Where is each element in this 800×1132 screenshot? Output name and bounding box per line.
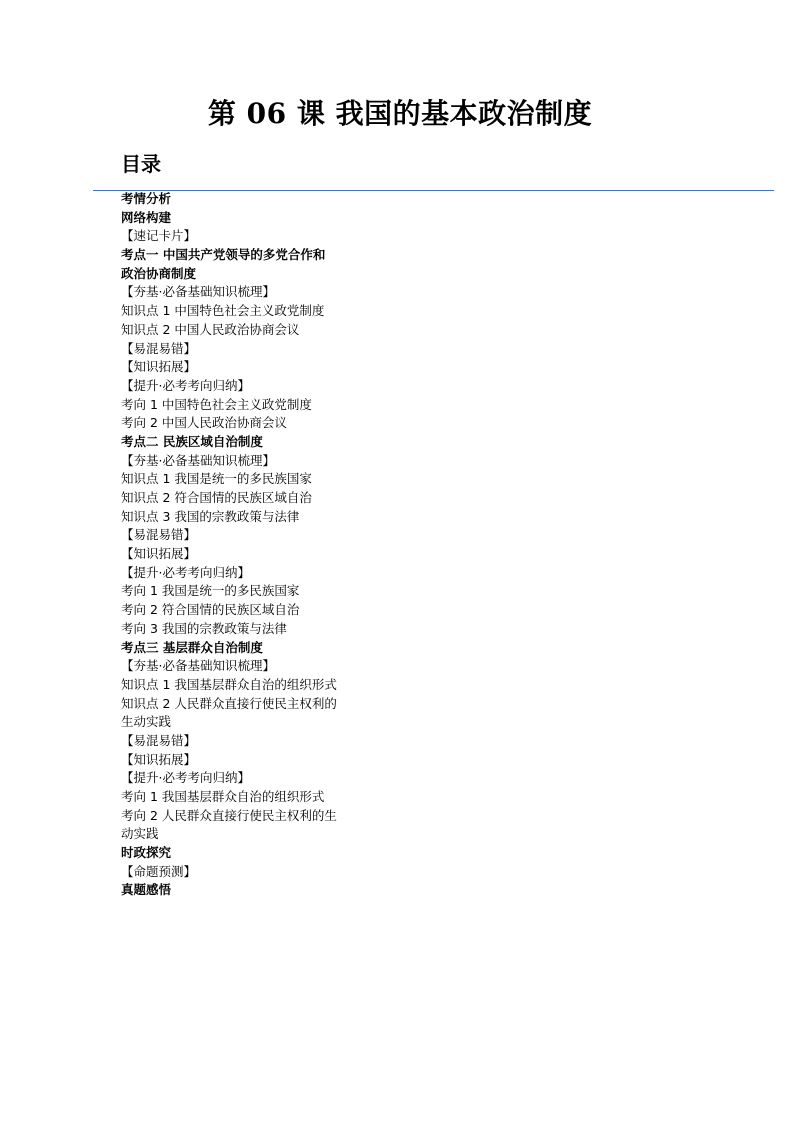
toc-heading: 目录: [121, 152, 161, 176]
toc-entry[interactable]: 【夯基·必备基础知识梳理】: [121, 284, 275, 300]
toc-entry[interactable]: 考向 2 符合国情的民族区域自治: [121, 602, 300, 618]
toc-entry[interactable]: 考情分析: [121, 191, 172, 206]
toc-entry[interactable]: 【提升·必考考向归纳】: [121, 770, 250, 786]
toc-entry[interactable]: 【提升·必考考向归纳】: [121, 377, 250, 393]
toc-entry[interactable]: 考点二 民族区域自治制度: [121, 433, 263, 449]
toc-entry[interactable]: 真题感悟: [121, 882, 172, 898]
table-of-contents: [121, 190, 401, 900]
toc-entry[interactable]: 考向 1 我国基层群众自治的组织形式: [121, 789, 325, 804]
toc-entry[interactable]: 【易混易错】: [121, 732, 197, 748]
toc-entry[interactable]: 考向 2 中国人民政治协商会议: [121, 415, 287, 431]
toc-entry[interactable]: 【速记卡片】: [121, 228, 197, 244]
toc-entry[interactable]: 知识点 2 人民群众直接行使民主权利的: [121, 695, 337, 711]
toc-entry[interactable]: 时政探究: [121, 845, 172, 861]
toc-entry[interactable]: 【提升·必考考向归纳】: [121, 564, 250, 580]
toc-entry[interactable]: 考向 3 我国的宗教政策与法律: [121, 620, 287, 636]
toc-entry[interactable]: 【知识拓展】: [121, 546, 197, 562]
toc-entry[interactable]: 【夯基·必备基础知识梳理】: [121, 452, 275, 468]
toc-entry[interactable]: 考点一 中国共产党领导的多党合作和: [121, 247, 326, 263]
toc-entry[interactable]: 【易混易错】: [121, 527, 197, 543]
toc-entry[interactable]: 【命题预测】: [121, 863, 197, 879]
toc-entry[interactable]: 知识点 2 中国人民政治协商会议: [121, 321, 300, 337]
toc-entry[interactable]: 考向 1 中国特色社会主义政党制度: [121, 396, 312, 412]
toc-entry[interactable]: 【知识拓展】: [121, 751, 197, 767]
toc-entry[interactable]: 网络构建: [121, 209, 172, 225]
toc-entry[interactable]: 知识点 1 我国是统一的多民族国家: [121, 471, 312, 487]
toc-entry[interactable]: 政治协商制度: [121, 265, 197, 281]
toc-entry[interactable]: 考向 2 人民群众直接行使民主权利的生: [121, 807, 337, 823]
toc-entry[interactable]: 【知识拓展】: [121, 359, 197, 375]
toc-entry[interactable]: 知识点 3 我国的宗教政策与法律: [121, 508, 300, 524]
page-title: 第 06 课 我国的基本政治制度: [207, 97, 593, 130]
toc-entry[interactable]: 【易混易错】: [121, 340, 197, 356]
toc-entry[interactable]: 考向 1 我国是统一的多民族国家: [121, 583, 300, 599]
toc-entry[interactable]: 知识点 1 中国特色社会主义政党制度: [121, 303, 325, 319]
toc-entry[interactable]: 生动实践: [121, 714, 172, 730]
toc-entry[interactable]: 【夯基·必备基础知识梳理】: [121, 658, 275, 674]
toc-entry[interactable]: 知识点 1 我国基层群众自治的组织形式: [121, 676, 337, 692]
toc-entry[interactable]: 考点三 基层群众自治制度: [121, 639, 263, 655]
toc-entry[interactable]: 知识点 2 符合国情的民族区域自治: [121, 490, 312, 505]
toc-entry[interactable]: 动实践: [121, 826, 159, 842]
